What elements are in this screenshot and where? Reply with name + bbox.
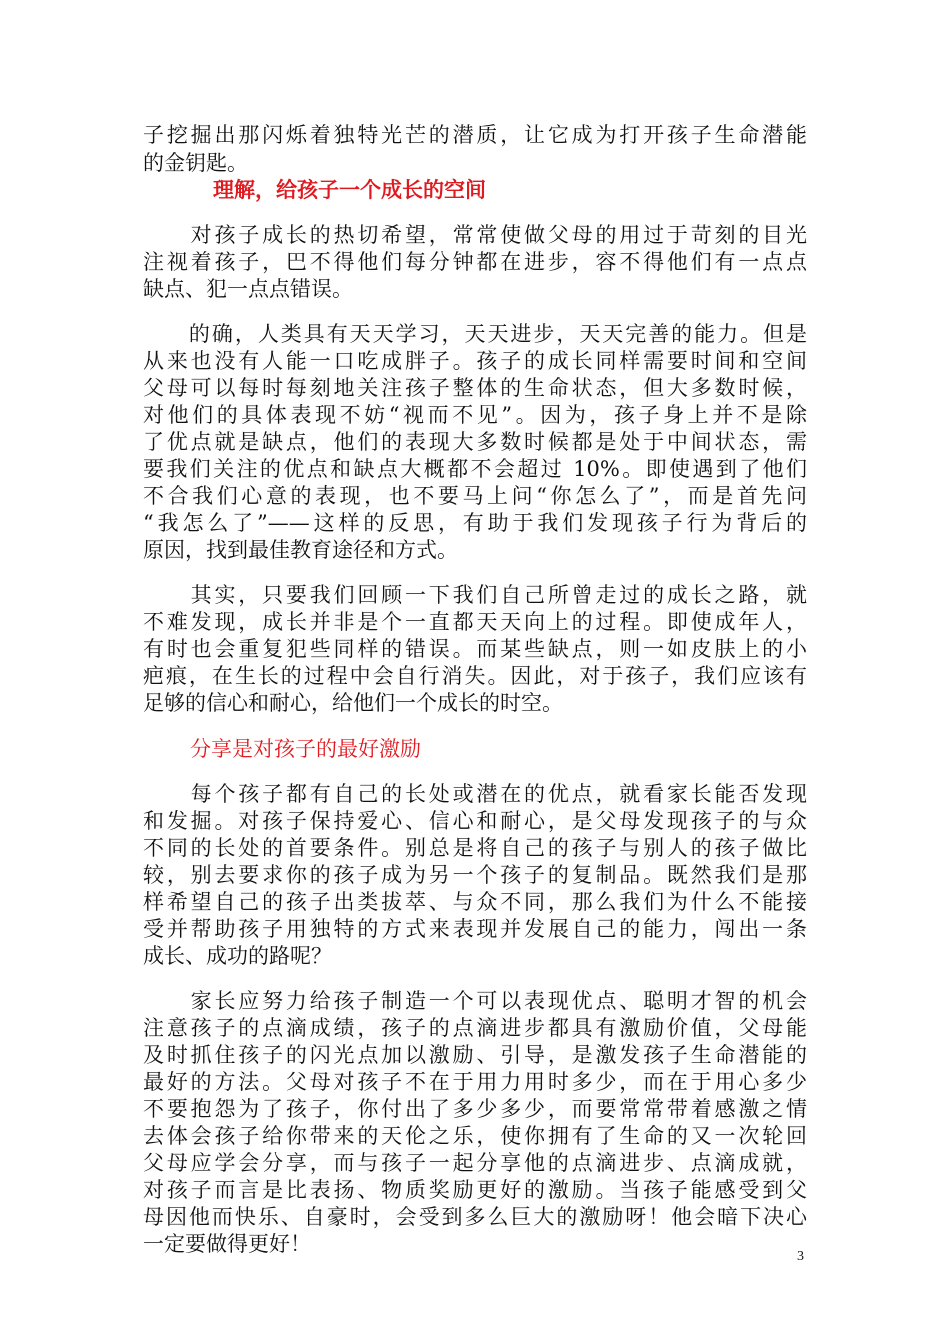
body-line: 每个孩子都有自己的长处或潜在的优点，就看家长能否发现 xyxy=(143,782,807,806)
body-line: 的确，人类具有天天学习，天天进步，天天完善的能力。但是 xyxy=(143,322,807,346)
body-line: “我怎么了”——这样的反思，有助于我们发现孩子行为背后的 xyxy=(143,511,807,535)
body-line: 对他们的具体表现不妨“视而不见”。因为，孩子身上并不是除 xyxy=(143,403,807,427)
body-line: 成长、成功的路呢？ xyxy=(143,944,332,968)
body-line: 从来也没有人能一口吃成胖子。孩子的成长同样需要时间和空间 xyxy=(143,349,807,373)
body-line: 注视着孩子，巴不得他们每分钟都在进步，容不得他们有一点点 xyxy=(143,250,807,274)
page-number: 3 xyxy=(797,1249,804,1264)
body-line: 要我们关注的优点和缺点大概都不会超过 10%。即使遇到了他们 xyxy=(143,457,807,481)
body-line: 不要抱怨为了孩子，你付出了多少多少，而要常常带着感激之情 xyxy=(143,1097,807,1121)
body-line: 去体会孩子给你带来的天伦之乐，使你拥有了生命的又一次轮回 xyxy=(143,1124,807,1148)
body-line: 一定要做得更好！ xyxy=(143,1232,311,1256)
body-line: 不合我们心意的表现，也不要马上问“你怎么了”，而是首先问 xyxy=(143,484,807,508)
body-line: 家长应努力给孩子制造一个可以表现优点、聪明才智的机会 xyxy=(143,989,807,1013)
section-heading: 理解，给孩子一个成长的空间 xyxy=(213,178,486,202)
body-line: 注意孩子的点滴成绩，孩子的点滴进步都具有激励价值，父母能 xyxy=(143,1016,807,1040)
body-line: 足够的信心和耐心，给他们一个成长的时空。 xyxy=(143,691,563,715)
body-line: 原因，找到最佳教育途径和方式。 xyxy=(143,538,458,562)
body-line: 母因他而快乐、自豪时，会受到多么巨大的激励呀！他会暗下决心 xyxy=(143,1205,807,1229)
body-line: 最好的方法。父母对孩子不在于用力用时多少，而在于用心多少 xyxy=(143,1070,807,1094)
body-line: 不同的长处的首要条件。别总是将自己的孩子与别人的孩子做比 xyxy=(143,836,807,860)
body-line: 样希望自己的孩子出类拔萃、与众不同，那么我们为什么不能接 xyxy=(143,890,807,914)
section-heading: 分享是对孩子的最好激励 xyxy=(190,737,421,761)
body-line: 及时抓住孩子的闪光点加以激励、引导，是激发孩子生命潜能的 xyxy=(143,1043,807,1067)
body-line: 和发掘。对孩子保持爱心、信心和耐心，是父母发现孩子的与众 xyxy=(143,809,807,833)
body-line: 的金钥匙。 xyxy=(143,151,248,175)
body-line: 缺点、犯一点点错误。 xyxy=(143,277,353,301)
body-line: 了优点就是缺点，他们的表现大多数时候都是处于中间状态，需 xyxy=(143,430,807,454)
body-line: 其实，只要我们回顾一下我们自己所曾走过的成长之路，就 xyxy=(143,583,807,607)
body-line: 对孩子成长的热切希望，常常使做父母的用过于苛刻的目光 xyxy=(143,223,807,247)
body-line: 有时也会重复犯些同样的错误。而某些缺点，则一如皮肤上的小 xyxy=(143,637,807,661)
body-line: 父母应学会分享，而与孩子一起分享他的点滴进步、点滴成就， xyxy=(143,1151,807,1175)
body-line: 对孩子而言是比表扬、物质奖励更好的激励。当孩子能感受到父 xyxy=(143,1178,807,1202)
body-line: 不难发现，成长并非是个一直都天天向上的过程。即使成年人， xyxy=(143,610,807,634)
body-line: 较，别去要求你的孩子成为另一个孩子的复制品。既然我们是那 xyxy=(143,863,807,887)
body-line: 疤痕，在生长的过程中会自行消失。因此，对于孩子，我们应该有 xyxy=(143,664,807,688)
body-line: 父母可以每时每刻地关注孩子整体的生命状态，但大多数时候， xyxy=(143,376,807,400)
body-line: 子挖掘出那闪烁着独特光芒的潜质，让它成为打开孩子生命潜能 xyxy=(143,123,807,147)
body-line: 受并帮助孩子用独特的方式来表现并发展自己的能力，闯出一条 xyxy=(143,917,807,941)
